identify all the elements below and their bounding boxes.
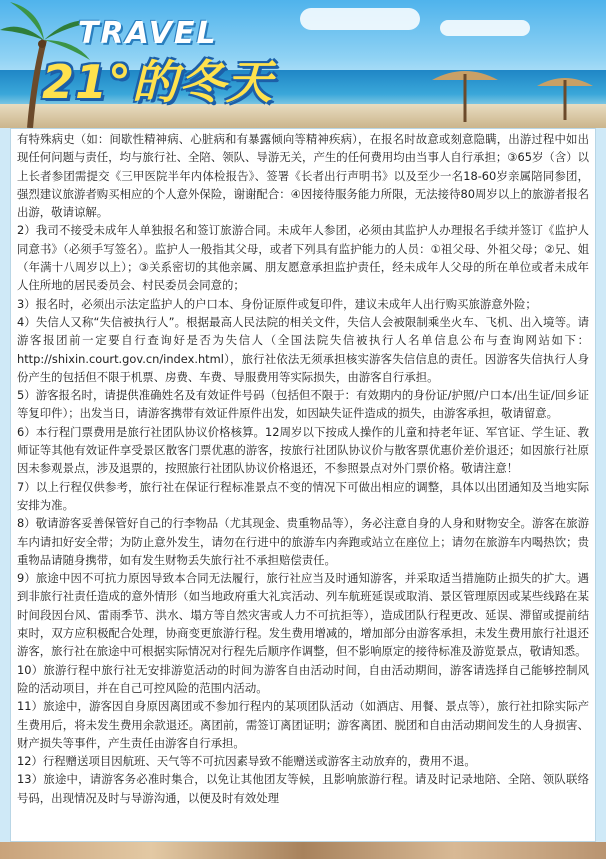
notice-paragraph: 有特殊病史（如：间歇性精神病、心脏病和有暴露倾向等精神疾病），在报名时故意或刻意隐瞒，出游过程中如出现任何问题与责任，均与旅行社、全陪、领队、导游无关，产生的任何费用均由当事人自行承担；③65岁（含）以上长者参团需提交《三甲医院半年内体检报告》、签署《长者出行声明书》以及至少一名18-60岁亲属陪同参团，强烈建议旅游者购买相应的个人意外保险，谢谢配合：④因接待服务能力所限，无法接待80周岁以上的旅游者报名出游，敬请谅解。 [17,132,589,220]
notice-paragraph: 9）旅途中因不可抗力原因导致本合同无法履行，旅行社应当及时通知游客，并采取适当措施防止损失的扩大。遇到非旅行社责任造成的意外情形（如当地政府重大礼宾活动、列车航班延误或取消、景区管理原因或某些线路在某时间段因台风、雷雨季节、洪水、塌方等自然灾害或人力不可抗拒等），造成团队行程更改、延误、滞留或提前结束时，双方应积极配合处理，协商变更旅游行程。发生费用增减的，增加部分由游客承担，未发生费用旅行社退还游客，旅行社在旅途中可根据实际情况对行程先后顺序作调整，但不影响原定的接待标准及游览景点，敬请知悉。 [17,571,589,659]
cloud [300,8,420,30]
notice-paragraph: 5）游客报名时，请提供准确姓名及有效证件号码（包括但不限于：有效期内的身份证/护照/户口本/出生证/回乡证等复印件）；出发当日，请游客携带有效证件原件出发，如因缺失证件造成的损失，由游客承担，敬请留意。 [17,388,589,421]
beach-umbrella-icon [535,70,595,120]
notice-paragraph: 4）失信人又称“失信被执行人”。根据最高人民法院的相关文件，失信人会被限制乘坐火车、飞机、出入境等。请游客报团前一定要自行查询好是否为失信人（全国法院失信被执行人名单信息公布与查询网站如下：http://shixin.court.gov.cn/index.html），旅行社依法无须承担核实游客失信信息的责任。因游客失信执行人身份产生的包括但不限于机票、房费、车费、导服费用等实际损失，由游客自行承担。 [17,314,589,384]
notice-paragraph: 11）旅途中，游客因自身原因离团或不参加行程内的某项团队活动（如酒店、用餐、景点等），旅行社扣除实际产生费用后，将未发生费用余款退还。离团前，需签订离团证明；游客离团、脱团和自由活动期间发生的人身损害、财产损失等事件，产生责任由游客自行承担。 [17,699,589,750]
notice-paragraph: 10）旅游行程中旅行社无安排游览活动的时间为游客自由活动时间，自由活动期间，游客请选择自己能够控制风险的活动项目，并在自己可控风险的范围内活动。 [17,662,589,695]
notice-paragraph: 6）本行程门票费用是旅行社团队协议价格核算。12周岁以下按成人操作的儿童和持老年证、军官证、学生证、教师证等其他有效证件享受景区散客门票优惠的游客，按旅行社团队协议价与散客票优惠价差价退还；如因旅行社原因未参观景点，涉及退票的，按照旅行社团队协议价格退还，不参照景点对外门票价格。敬请注意！ [17,424,589,476]
banner-title-main: 21°的冬天 [42,55,274,109]
bottom-decoration [0,842,606,859]
notice-paragraph: 8）敬请游客妥善保管好自己的行李物品（尤其现金、贵重物品等），务必注意自身的人身和财物安全。游客在旅游车内请扣好安全带；为防止意外发生，请勿在行进中的旅游车内奔跑或站立在座位上；请勿在旅游车内喝热饮；贵重物品请随身携带，如有发生财物丢失旅行社不承担赔偿责任。 [17,516,589,567]
notice-paragraph: 13）旅途中，请游客务必准时集合，以免让其他团友等候，且影响旅游行程。请及时记录地陪、全陪、领队联络号码，出现情况及时与导游沟通，以便及时有效处理 [17,772,589,805]
notice-paragraph: 3）报名时，必须出示法定监护人的户口本、身份证原件或复印件，建议未成年人出行购买旅游意外险； [17,296,537,311]
notice-paragraph: 12）行程赠送项目因航班、天气等不可抗因素导致不能赠送或游客主动放弃的，费用不退。 [17,754,476,769]
notice-paragraph: 7）以上行程仅供参考，旅行社在保证行程标准景点不变的情况下可做出相应的调整，具体以出团通知及当地实际安排为准。 [17,479,589,512]
header-banner [0,0,606,128]
beach-umbrella-icon [430,62,500,122]
notice-panel [10,128,596,842]
cloud [440,20,530,36]
notice-paragraph: 2）我司不接受未成年人单独报名和签订旅游合同。未成年人参团，必须由其监护人办理报名手续并签订《监护人同意书》（必须手写签名）。监护人一般指其父母，或者下列具有监护能力的人员：①祖父母、外祖父母；②兄、姐（年满十八周岁以上）；③关系密切的其他亲属、朋友愿意承担监护责任，经未成年人父母的所在单位或者未成年人住所地的居民委员会、村民委员会同意的； [17,223,589,293]
banner-title-travel: TRAVEL [78,16,218,51]
